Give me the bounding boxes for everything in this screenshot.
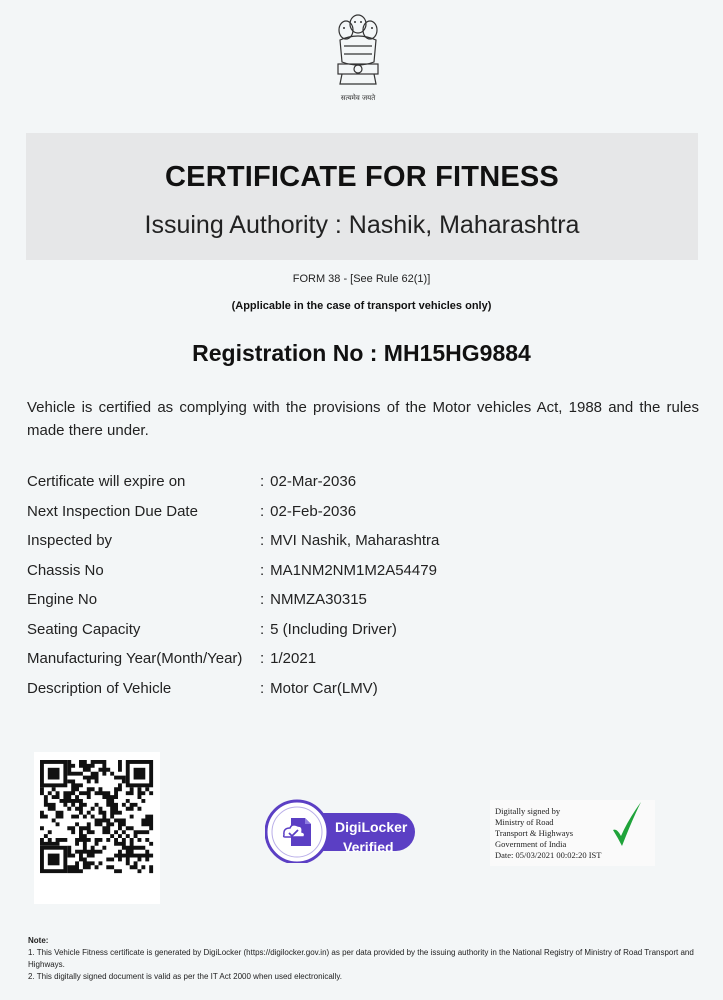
- registration-number: Registration No : MH15HG9884: [192, 340, 531, 366]
- detail-label: Certificate will expire on: [27, 473, 186, 490]
- form-reference: FORM 38 - [See Rule 62(1)]: [292, 273, 431, 285]
- detail-row: [27, 591, 707, 621]
- qr-code[interactable]: [34, 752, 160, 904]
- emblem-motto: सत्यमेव जयते: [340, 94, 376, 102]
- detail-value: 5 (Including Driver): [270, 620, 397, 638]
- detail-label: Chassis No: [27, 561, 104, 579]
- detail-label: Next Inspection Due Date: [27, 502, 198, 520]
- detail-value-container: [260, 650, 316, 667]
- detail-value: MA1NM2NM1M2A54479: [270, 561, 437, 579]
- signature-line: Ministry of Road: [495, 817, 554, 827]
- colon: :: [260, 591, 265, 608]
- detail-value: Motor Car(LMV): [270, 679, 378, 697]
- signature-text: [495, 806, 601, 861]
- detail-row: [27, 621, 707, 651]
- emblem-icon: [330, 10, 386, 90]
- colon: :: [260, 502, 265, 520]
- colon: :: [260, 473, 265, 490]
- notes-heading: Note:: [28, 936, 49, 945]
- detail-value: 1/2021: [270, 650, 317, 667]
- detail-label: Inspected by: [27, 532, 113, 549]
- digilocker-label: DigiLocker: [335, 819, 408, 835]
- colon: :: [260, 532, 265, 549]
- green-check-icon: [610, 800, 644, 850]
- notes-section: [28, 935, 698, 983]
- qr-code-icon: [34, 752, 160, 904]
- verified-label: Verified: [343, 839, 394, 855]
- detail-value: 02-Feb-2036: [270, 502, 357, 520]
- detail-value-container: [260, 503, 356, 520]
- detail-value: 02-Mar-2036: [270, 473, 357, 490]
- header-band: [26, 133, 698, 260]
- colon: :: [260, 650, 265, 667]
- detail-row: [27, 532, 707, 562]
- compliance-statement: Vehicle is certified as complying with the provisions of the Motor vehicles Act, 1988 and the rules made there under.: [27, 399, 699, 439]
- detail-value: MVI Nashik, Maharashtra: [270, 532, 440, 549]
- signature-line: Transport & Highways: [495, 828, 574, 838]
- detail-label: Manufacturing Year(Month/Year): [27, 650, 243, 667]
- vehicle-details: [27, 473, 707, 709]
- detail-value: NMMZA30315: [270, 591, 367, 608]
- colon: :: [260, 561, 265, 579]
- detail-value-container: [260, 562, 437, 579]
- colon: :: [260, 620, 265, 638]
- signature-line: Date: 05/03/2021 00:02:20 IST: [495, 850, 602, 860]
- detail-row: [27, 473, 707, 503]
- detail-row: [27, 680, 707, 710]
- signature-line: Digitally signed by: [495, 806, 561, 816]
- digilocker-verified-badge: [265, 799, 417, 863]
- national-emblem: [330, 10, 386, 106]
- detail-value-container: [260, 621, 397, 638]
- detail-row: [27, 562, 707, 592]
- note-item: 1. This Vehicle Fitness certificate is generated by DigiLocker (https://digilocker.gov.in) as per data provided by the issuing authority in the National Registry of Ministry of Road Transport and Highways.: [28, 948, 694, 969]
- detail-value-container: [260, 680, 378, 697]
- detail-label: Description of Vehicle: [27, 679, 172, 697]
- detail-row: [27, 650, 707, 680]
- signature-line: Government of India: [495, 839, 567, 849]
- detail-value-container: [260, 591, 367, 608]
- detail-value-container: [260, 473, 356, 490]
- detail-value-container: [260, 532, 439, 549]
- applicability-note: (Applicable in the case of transport vehicles only): [231, 300, 492, 312]
- detail-label: Seating Capacity: [27, 620, 141, 638]
- detail-row: [27, 503, 707, 533]
- detail-label: Engine No: [27, 591, 98, 608]
- digital-signature-block: [490, 800, 655, 866]
- colon: :: [260, 679, 265, 697]
- note-item: 2. This digitally signed document is valid as per the IT Act 2000 when used electronically.: [28, 972, 342, 981]
- issuing-authority: Issuing Authority : Nashik, Maharashtra: [144, 211, 580, 239]
- certificate-title: CERTIFICATE FOR FITNESS: [165, 161, 559, 193]
